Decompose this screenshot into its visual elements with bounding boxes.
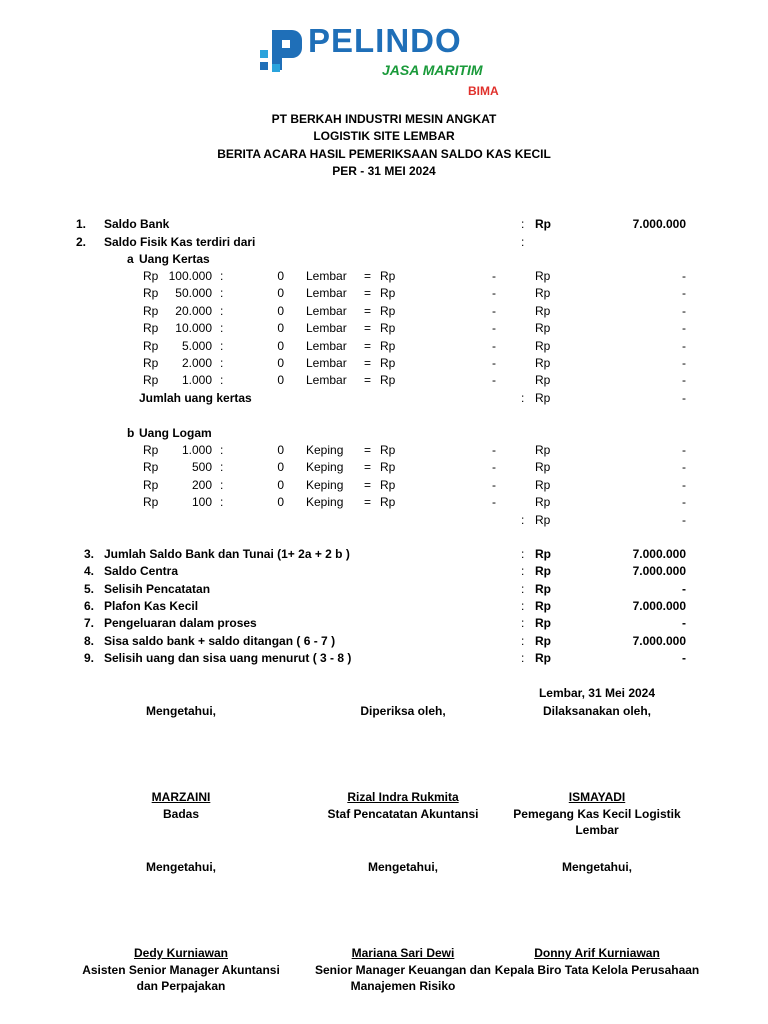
- brand-branch: BIMA: [468, 84, 499, 98]
- colon: :: [220, 460, 224, 475]
- equals: =: [364, 321, 372, 336]
- total: -: [682, 269, 686, 283]
- unit: Keping: [306, 443, 344, 457]
- signatory-name: MARZAINI: [151, 790, 211, 804]
- colon: :: [220, 269, 224, 283]
- currency: Rp: [143, 338, 159, 353]
- currency: Rp: [535, 477, 551, 492]
- document-period: PER - 31 MEI 2024: [332, 164, 436, 178]
- quantity: 0: [277, 477, 284, 492]
- currency: Rp: [143, 269, 159, 283]
- quantity: 0: [277, 495, 284, 510]
- amount: 7.000.000: [632, 598, 686, 613]
- company-name: PT BERKAH INDUSTRI MESIN ANGKAT: [271, 112, 497, 126]
- currency: Rp: [535, 598, 551, 613]
- currency: Rp: [143, 373, 159, 388]
- unit: Lembar: [306, 338, 347, 353]
- currency: Rp: [143, 477, 159, 492]
- brand-name: PELINDO: [308, 22, 462, 59]
- unit: Lembar: [306, 321, 347, 336]
- currency: Rp: [535, 650, 551, 665]
- colon: :: [220, 477, 224, 492]
- quantity: 0: [277, 356, 284, 370]
- denomination: 10.000: [175, 321, 212, 336]
- signatory-name: ISMAYADI: [568, 790, 626, 804]
- quantity: 0: [277, 321, 284, 336]
- subtotal-amount: -: [682, 513, 686, 527]
- colon: :: [220, 495, 224, 510]
- value: -: [492, 321, 496, 336]
- currency: Rp: [143, 443, 159, 457]
- colon: :: [521, 598, 525, 613]
- place-date: Lembar, 31 Mei 2024: [538, 686, 656, 700]
- equals: =: [364, 303, 372, 318]
- value: -: [492, 303, 496, 318]
- value: -: [492, 286, 496, 301]
- value: -: [492, 356, 496, 370]
- denomination: 200: [191, 477, 212, 492]
- colon: :: [220, 373, 224, 388]
- currency: Rp: [143, 303, 159, 318]
- equals: =: [364, 269, 372, 283]
- unit: Lembar: [306, 356, 347, 370]
- currency: Rp: [535, 513, 551, 527]
- currency: Rp: [535, 443, 551, 457]
- currency: Rp: [380, 477, 396, 492]
- currency: Rp: [143, 356, 159, 370]
- currency: Rp: [535, 581, 551, 596]
- signatory-name: Donny Arif Kurniawan: [534, 946, 660, 960]
- pelindo-logo-icon: [258, 26, 304, 76]
- currency: Rp: [535, 564, 551, 579]
- item-label: Plafon Kas Kecil: [104, 598, 199, 613]
- currency: Rp: [535, 373, 551, 388]
- quantity: 0: [277, 269, 284, 283]
- colon: :: [220, 338, 224, 353]
- equals: =: [364, 286, 372, 301]
- value: -: [492, 443, 496, 457]
- section-label: Uang Logam: [139, 426, 212, 440]
- currency: Rp: [380, 356, 396, 370]
- currency: Rp: [535, 303, 551, 318]
- currency: Rp: [535, 616, 551, 631]
- denomination: 20.000: [175, 303, 212, 318]
- currency: Rp: [535, 338, 551, 353]
- section-letter: a: [127, 252, 134, 266]
- quantity: 0: [277, 338, 284, 353]
- unit: Lembar: [306, 286, 347, 301]
- unit: Keping: [306, 477, 344, 492]
- currency: Rp: [535, 460, 551, 475]
- signatory-title: Pemegang Kas Kecil Logistik Lembar: [513, 807, 681, 837]
- signatory-name: Dedy Kurniawan: [133, 946, 229, 960]
- item-number: 2.: [76, 235, 87, 249]
- total: -: [682, 356, 686, 370]
- currency: Rp: [380, 495, 396, 510]
- currency: Rp: [535, 391, 551, 405]
- denomination: 50.000: [175, 286, 212, 301]
- currency: Rp: [380, 443, 396, 457]
- quantity: 0: [277, 373, 284, 388]
- item-label: Pengeluaran dalam proses: [104, 616, 257, 631]
- currency: Rp: [380, 373, 396, 388]
- colon: :: [521, 235, 525, 249]
- total: -: [682, 303, 686, 318]
- colon: :: [521, 564, 525, 579]
- section-letter: b: [127, 426, 135, 440]
- value: -: [492, 460, 496, 475]
- item-number: 5.: [84, 581, 95, 596]
- item-number: 9.: [84, 650, 95, 665]
- currency: Rp: [380, 303, 396, 318]
- value: -: [492, 373, 496, 388]
- signatory-name: Rizal Indra Rukmita: [347, 790, 459, 804]
- total: -: [682, 338, 686, 353]
- unit: Lembar: [306, 373, 347, 388]
- currency: Rp: [380, 338, 396, 353]
- quantity: 0: [277, 460, 284, 475]
- signatory-title: Badas: [162, 807, 200, 821]
- equals: =: [364, 477, 372, 492]
- denomination: 500: [191, 460, 212, 475]
- amount: 7.000.000: [632, 564, 686, 579]
- denomination: 100.000: [168, 269, 212, 283]
- item-number: 7.: [84, 616, 95, 631]
- denomination: 1.000: [181, 443, 212, 457]
- colon: :: [521, 581, 525, 596]
- value: -: [492, 495, 496, 510]
- unit: Lembar: [306, 269, 347, 283]
- denomination: 2.000: [181, 356, 212, 370]
- signatory-name: Mariana Sari Dewi: [351, 946, 455, 960]
- unit: Lembar: [306, 303, 347, 318]
- currency: Rp: [143, 286, 159, 301]
- colon: :: [220, 443, 224, 457]
- signatory-title: Staf Pencatatan Akuntansi: [327, 807, 479, 821]
- signatory-title: Kepala Biro Tata Kelola Perusahaan: [494, 963, 700, 977]
- item-label: Selisih uang dan sisa uang menurut ( 3 - 8 ): [104, 650, 352, 665]
- signature-role: Dilaksanakan oleh,: [542, 704, 652, 718]
- item-label: Saldo Bank: [104, 217, 170, 231]
- signature-role: Mengetahui,: [145, 860, 216, 874]
- signatory-title: Asisten Senior Manager Akuntansi dan Perpajakan: [82, 963, 280, 993]
- currency: Rp: [535, 286, 551, 301]
- currency: Rp: [380, 321, 396, 336]
- signatory-title: Senior Manager Keuangan dan Manajemen Risiko: [314, 963, 492, 993]
- section-label: Uang Kertas: [139, 252, 210, 266]
- item-number: 1.: [76, 217, 87, 231]
- currency: Rp: [143, 460, 159, 475]
- equals: =: [364, 338, 372, 353]
- site-name: LOGISTIK SITE LEMBAR: [313, 129, 455, 143]
- colon: :: [521, 633, 525, 648]
- amount: -: [682, 650, 686, 665]
- item-label: Saldo Fisik Kas terdiri dari: [104, 235, 256, 249]
- item-number: 4.: [84, 564, 95, 579]
- total: -: [682, 443, 686, 457]
- currency: Rp: [535, 547, 551, 561]
- signature-role: Diperiksa oleh,: [360, 704, 446, 718]
- item-label: Selisih Pencatatan: [104, 581, 211, 596]
- colon: :: [220, 286, 224, 301]
- subtotal-amount: -: [682, 391, 686, 405]
- denomination: 100: [191, 495, 212, 510]
- currency: Rp: [535, 633, 551, 648]
- currency: Rp: [535, 495, 551, 510]
- item-label: Sisa saldo bank + saldo ditangan ( 6 - 7 ): [104, 633, 336, 648]
- equals: =: [364, 460, 372, 475]
- item-number: 6.: [84, 598, 95, 613]
- total: -: [682, 495, 686, 510]
- equals: =: [364, 495, 372, 510]
- value: -: [492, 477, 496, 492]
- colon: :: [521, 616, 525, 631]
- total: -: [682, 460, 686, 475]
- unit: Keping: [306, 495, 344, 510]
- colon: :: [521, 547, 525, 561]
- currency: Rp: [535, 217, 551, 231]
- company-logo: [256, 22, 506, 102]
- signature-role: Mengetahui,: [367, 860, 438, 874]
- colon: :: [220, 303, 224, 318]
- denomination: 5.000: [181, 338, 212, 353]
- subtotal-label: Jumlah uang kertas: [139, 391, 252, 405]
- value: -: [492, 338, 496, 353]
- quantity: 0: [277, 443, 284, 457]
- signature-role: Mengetahui,: [561, 860, 632, 874]
- total: -: [682, 477, 686, 492]
- currency: Rp: [143, 495, 159, 510]
- currency: Rp: [535, 269, 551, 283]
- quantity: 0: [277, 303, 284, 318]
- colon: :: [521, 650, 525, 665]
- denomination: 1.000: [181, 373, 212, 388]
- currency: Rp: [535, 321, 551, 336]
- equals: =: [364, 356, 372, 370]
- currency: Rp: [535, 356, 551, 370]
- amount: -: [682, 581, 686, 596]
- currency: Rp: [143, 321, 159, 336]
- colon: :: [220, 321, 224, 336]
- currency: Rp: [380, 269, 396, 283]
- quantity: 0: [277, 286, 284, 301]
- currency: Rp: [380, 286, 396, 301]
- signature-role: Mengetahui,: [145, 704, 216, 718]
- colon: :: [521, 391, 525, 405]
- brand-tagline: JASA MARITIM: [382, 62, 483, 78]
- total: -: [682, 286, 686, 301]
- amount: -: [682, 616, 686, 631]
- equals: =: [364, 443, 372, 457]
- colon: :: [521, 217, 525, 231]
- currency: Rp: [380, 460, 396, 475]
- item-number: 8.: [84, 633, 95, 648]
- amount: 7.000.000: [632, 633, 686, 648]
- amount: 7.000.000: [632, 217, 686, 231]
- value: -: [492, 269, 496, 283]
- colon: :: [521, 513, 525, 527]
- total: -: [682, 373, 686, 388]
- item-label: Saldo Centra: [104, 564, 179, 579]
- total: -: [682, 321, 686, 336]
- colon: :: [220, 356, 224, 370]
- unit: Keping: [306, 460, 344, 475]
- equals: =: [364, 373, 372, 388]
- document-title: BERITA ACARA HASIL PEMERIKSAAN SALDO KAS KECIL: [217, 147, 551, 161]
- amount: 7.000.000: [632, 547, 686, 561]
- item-label: Jumlah Saldo Bank dan Tunai (1+ 2a + 2 b ): [104, 547, 350, 561]
- item-number: 3.: [84, 547, 95, 561]
